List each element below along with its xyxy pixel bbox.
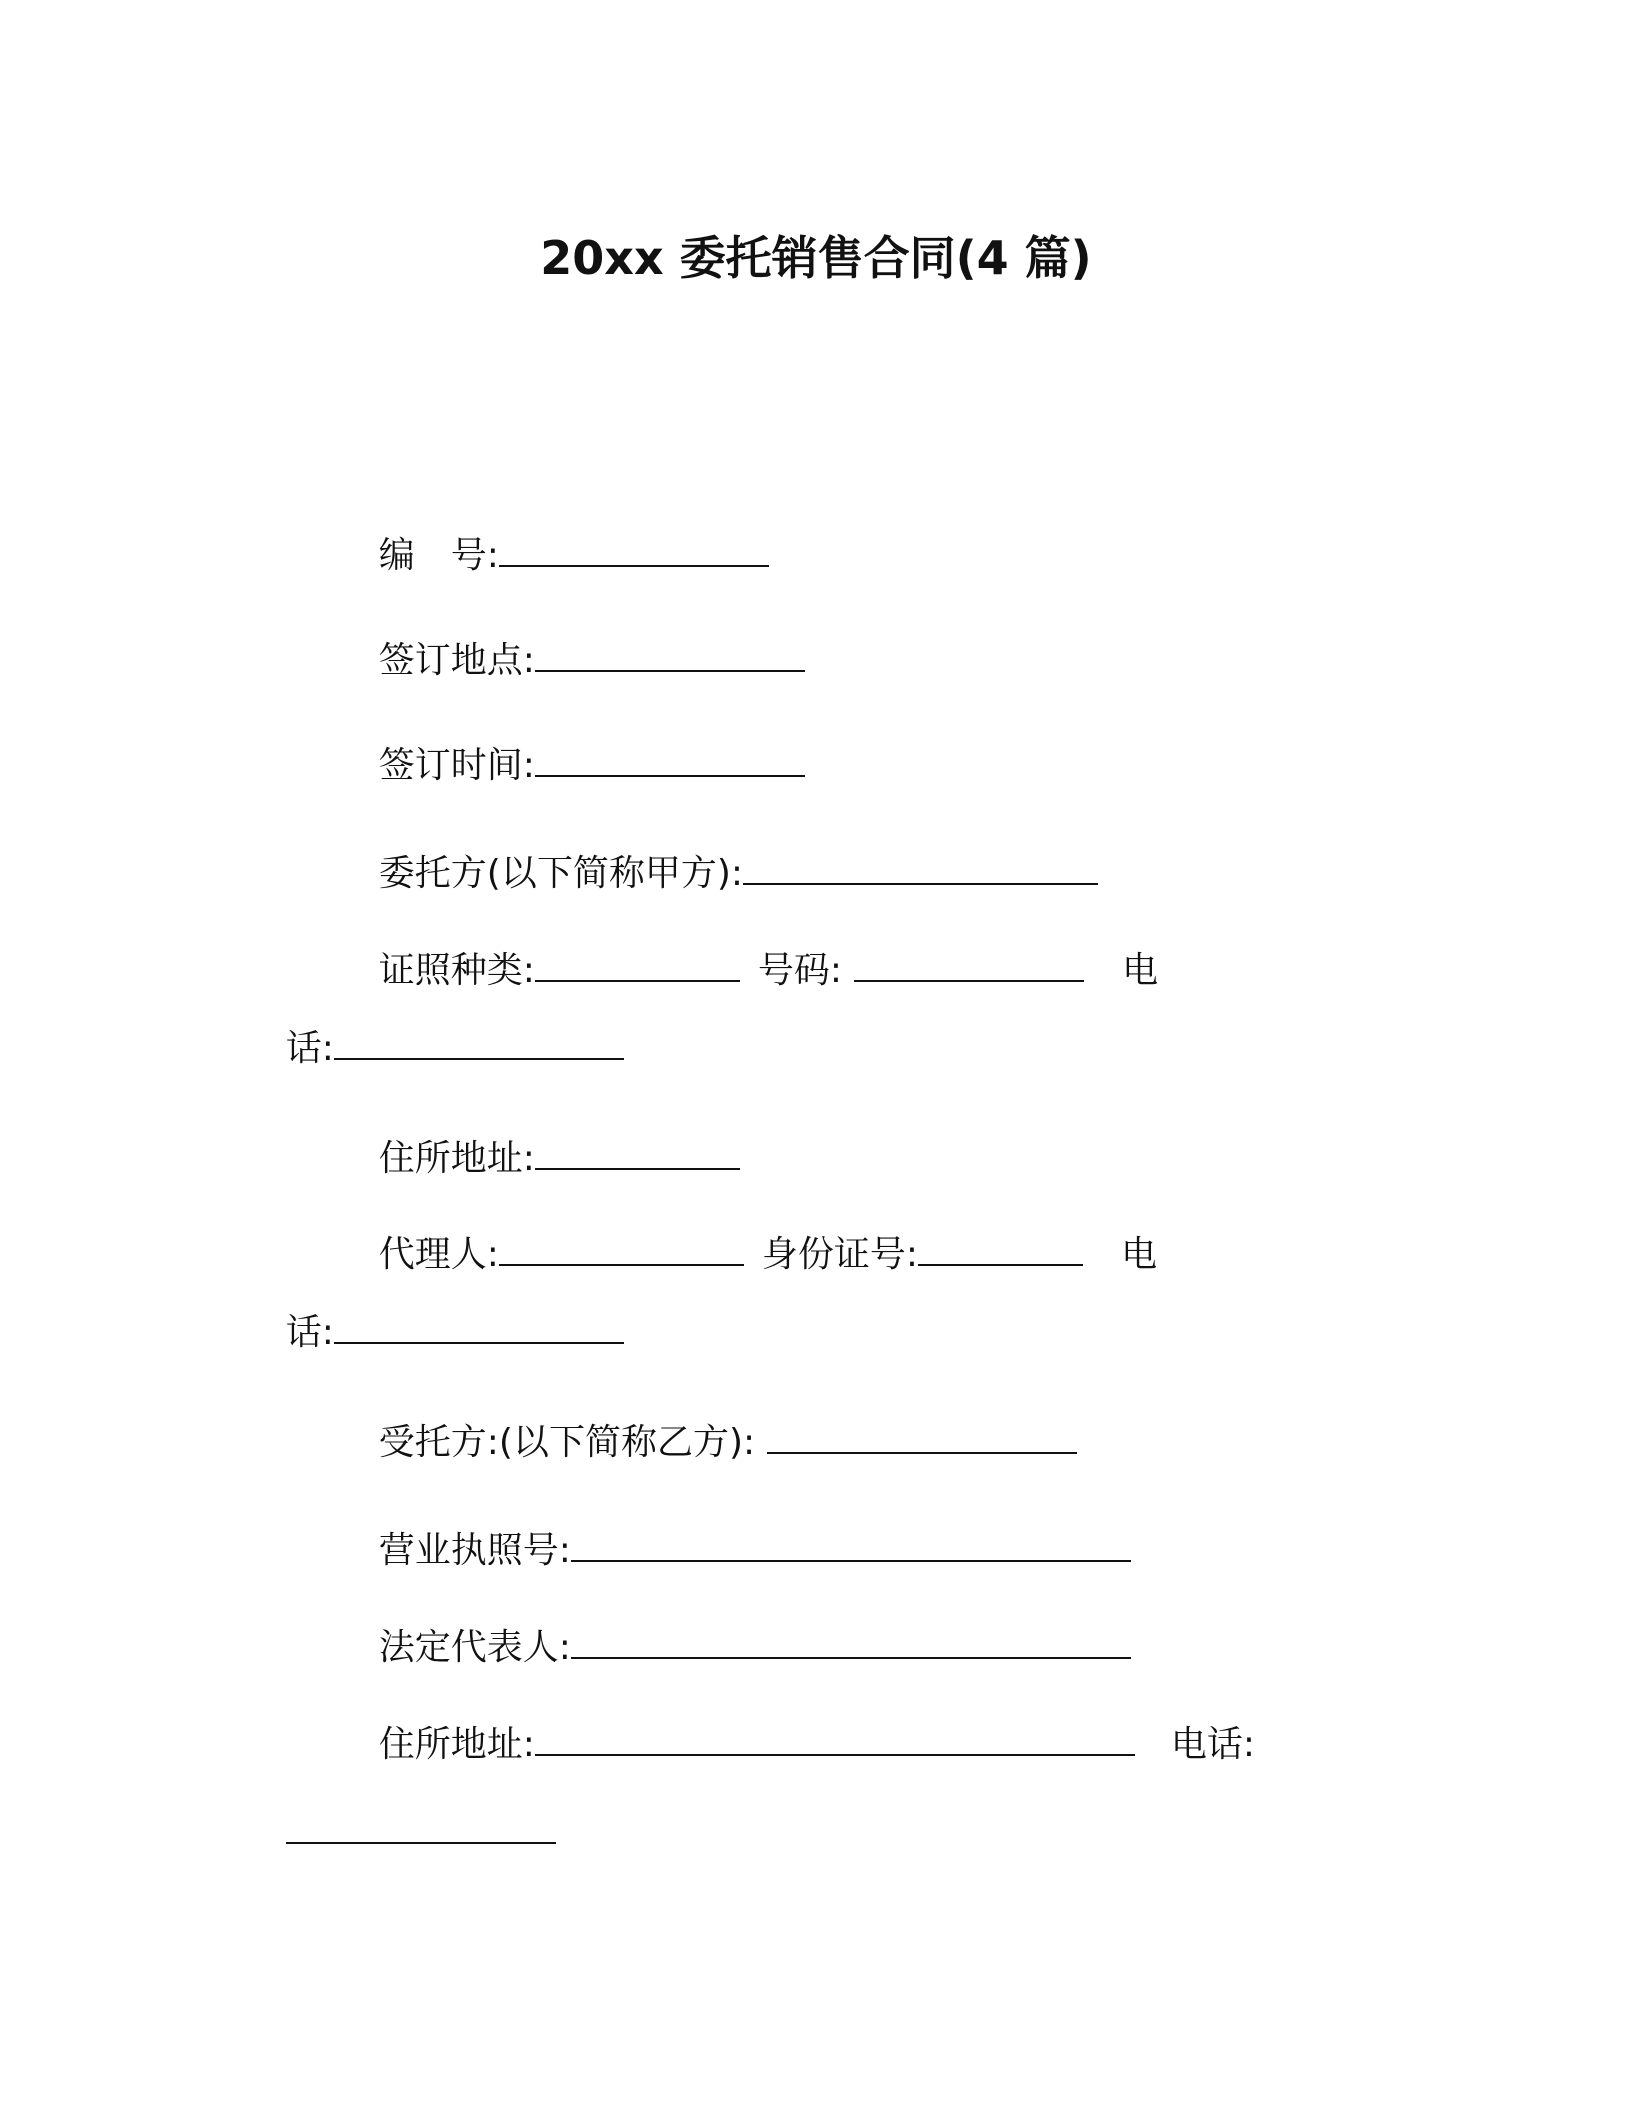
phone-b-label: 电话: [1170,1724,1256,1765]
field-trustee [333,1382,1077,1503]
agent-phone-blank [334,1312,624,1344]
license-label: 营业执照号: [378,1530,571,1571]
principal-label: 委托方(以下简称甲方): [378,853,744,894]
number-blank [499,535,769,567]
field-phone-cont [240,988,624,1109]
agent-phone-part2: 话: [285,1312,334,1353]
trustee-label: 受托方:(以下简称乙方): [378,1422,756,1463]
agent-id-label: 身份证号: [761,1234,919,1275]
sign-place-blank [535,640,805,672]
sign-time-label: 签订时间: [378,745,535,786]
id-number-label: 号码: [757,950,843,991]
document-title: 20xx 委托销售合同(4 篇) [540,231,1092,285]
address-b-blank [535,1724,1135,1756]
principal-blank [743,853,1098,885]
phone-b-blank [286,1812,556,1844]
agent-id-blank [918,1234,1083,1266]
field-agent-phone-cont [240,1272,624,1393]
field-number [333,495,769,616]
phone-blank [334,1028,624,1060]
legal-rep-blank [571,1627,1131,1659]
address-b-label: 住所地址: [378,1724,535,1765]
field-phone-b-cont [240,1772,556,1893]
field-sign-place [333,600,805,721]
agent-blank [499,1234,744,1266]
trustee-blank [767,1422,1077,1454]
legal-rep-label: 法定代表人: [378,1627,571,1668]
agent-label: 代理人: [378,1234,499,1275]
phone-label-part1: 电 [1122,950,1159,991]
id-number-blank [854,950,1084,982]
number-label: 编 号: [378,535,499,576]
field-sign-time [333,705,805,826]
license-blank [571,1530,1131,1562]
sign-time-blank [535,745,805,777]
id-type-label: 证照种类: [378,950,535,991]
sign-place-label: 签订地点: [378,640,535,681]
id-type-blank [535,950,740,982]
address-a-label: 住所地址: [378,1138,535,1179]
agent-phone-part1: 电 [1121,1234,1158,1275]
phone-label-part2: 话: [285,1028,334,1069]
address-a-blank [535,1138,740,1170]
